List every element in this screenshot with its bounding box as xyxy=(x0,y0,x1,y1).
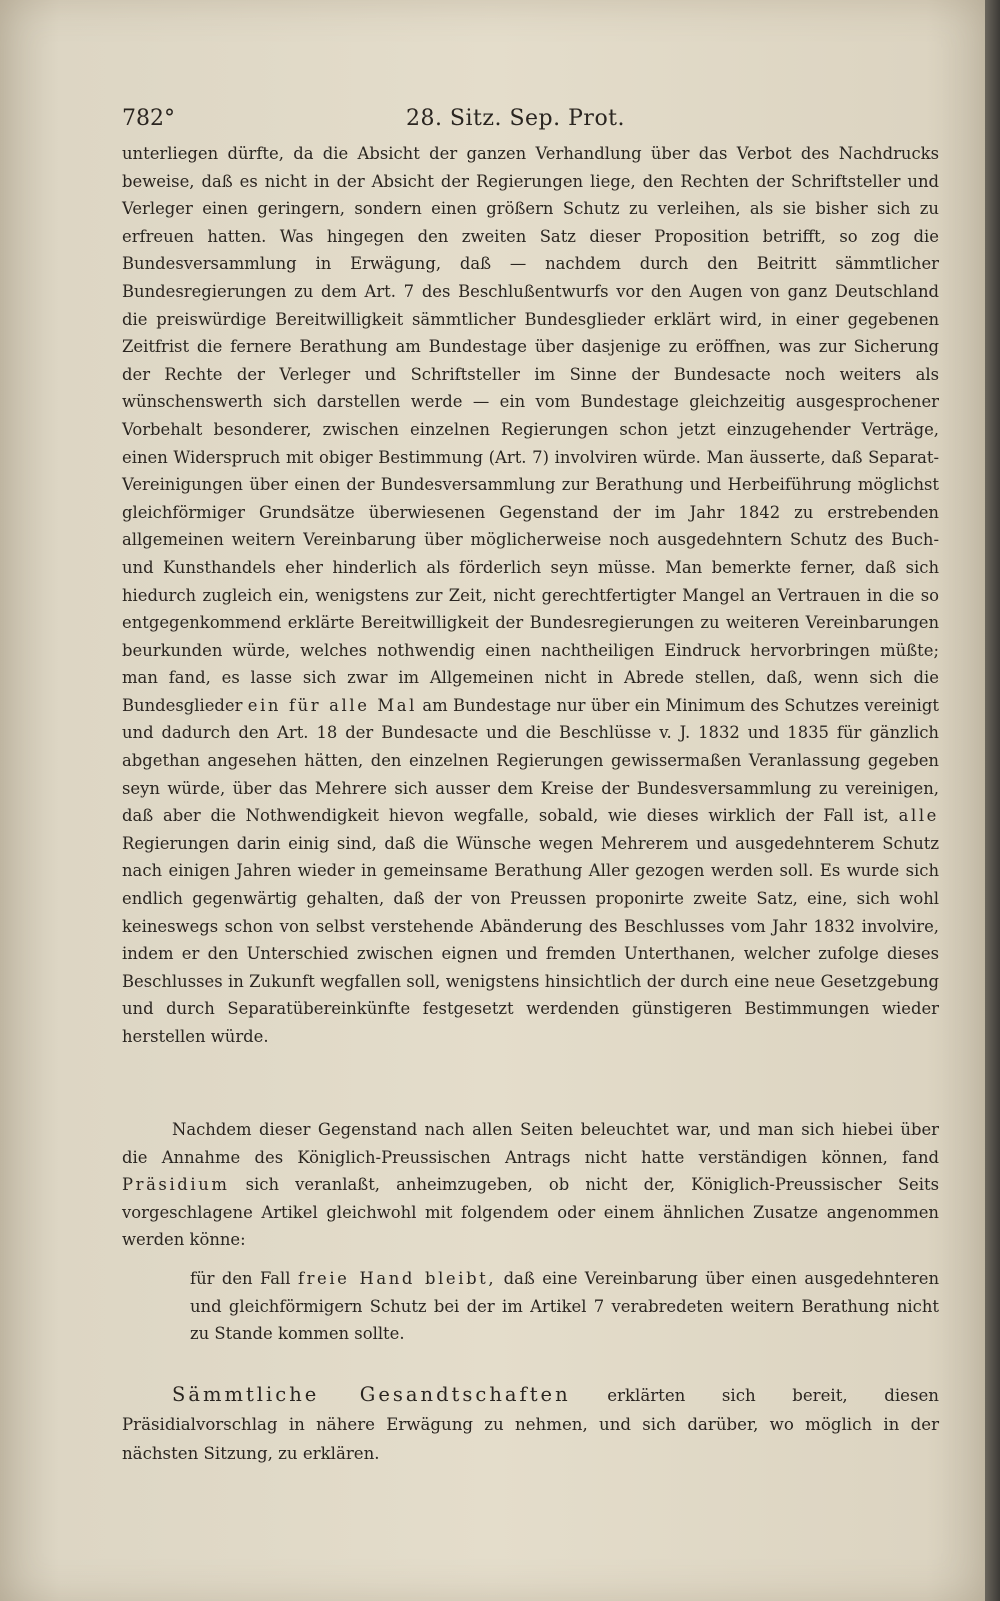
paragraph-4-body xyxy=(122,1380,939,1468)
emphasis-freie-hand: freie Hand bleibt, xyxy=(297,1269,497,1288)
emphasis-praesidium: Präsidium xyxy=(122,1175,230,1195)
paragraph-4-text: erklärten sich bereit, diesen Präsidialvorschlag in nähere Erwägung zu nehmen, und sich darüber, wo möglich in der nächsten Sitzung, zu erklären. xyxy=(122,1386,939,1463)
running-head: 28. Sitz. Sep. Prot. xyxy=(405,106,626,131)
paragraph-2 xyxy=(122,1116,939,1254)
paragraph-1-text-3: Regierungen darin einig sind, daß die Wünsche wegen Mehrerem und ausgedehnterem Schutz nach einigen Jahren wieder in gemeinsame Berathung Aller gezogen werden soll. Es wurde sich endlich gegenwärtig gehalten, daß der von Preussen proponirte zweite Satz, eine, sich wohl keineswegs schon von selbst verstehende Abänderung des Beschlusses vom Jahr 1832 involvire, indem er den Unterschied zwischen eignen und fremden Unterthanen, welcher zufolge dieses Beschlusses in Zukunft wegfallen soll, wenigstens hinsichtlich der durch eine neue Gesetzgebung und durch Separatübereinkünfte festgesetzt werdenden günstigeren Bestimmungen wieder herstellen würde. xyxy=(122,833,939,1046)
book-edge xyxy=(985,0,1000,1601)
emphasis-gesandtschaften: Sämmtliche Gesandtschaften xyxy=(172,1383,571,1406)
paragraph-1-text: unterliegen dürfte, da die Absicht der ganzen Verhandlung über das Verbot des Nachdrucks beweise, daß es nicht in der Absicht der Regierungen liege, den Rechten der Schriftsteller und Verleger einen geringern, sondern einen größern Schutz zu verleihen, als sie bisher sich zu erfreuen hatten. Was hingegen den zweiten Satz dieser Proposition betrifft, so zog die Bundesversammlung in Erwägung, daß — nachdem durch den Beitritt sämmtlicher Bundesregierungen zu dem Art. 7 des Beschlußentwurfs vor den Augen von ganz Deutschland die preiswürdige Bereitwilligkeit sämmtlicher Bundesglieder erklärt wird, in einer gegebenen Zeitfrist die fernere Berathung am Bundestage über dasjenige zu eröffnen, was zur Sicherung der Rechte der Verleger und Schriftsteller im Sinne der Bundesacte noch weiters als wünschenswerth sich darstellen werde — ein vom Bundestage gleichzeitig ausgesprochener Vorbehalt besonderer, zwischen einzelnen Regierungen schon jetzt einzugehender Verträge, einen Widerspruch mit obiger Bestimmung (Art. 7) involviren würde. Man äusserte, daß Separat-Vereinigungen über einen der Bundesversammlung zur Berathung und Herbeiführung möglichst gleichförmiger Grundsätze überwiesenen Gegenstand der im Jahr 1842 zu erstrebenden allgemeinen weitern Vereinbarung über möglicherweise noch ausgedehntern Schutz des Buch- und Kunsthandels eher hinderlich als förderlich seyn müsse. Man bemerkte ferner, daß sich hiedurch zugleich ein, wenigstens zur Zeit, nicht gerechtfertigter Mangel an Vertrauen in die so entgegenkommend erklärte Bereitwilligkeit der Bundesregierungen zu weiteren Vereinbarungen beurkunden würde, welches nothwendig einen nachtheiligen Eindruck hervorbringen müßte; man fand, es lasse sich zwar im Allgemeinen nicht in Abrede stellen, daß, wenn sich die Bundesglieder xyxy=(122,144,939,715)
paragraph-1-body xyxy=(122,140,939,1051)
emphasis-spaced-2: alle xyxy=(898,806,939,826)
paragraph-3-text: für den Fall xyxy=(190,1269,291,1288)
emphasis-spaced: ein für alle Mal xyxy=(247,695,418,715)
paragraph-3-body xyxy=(190,1265,939,1348)
paragraph-2-body xyxy=(122,1116,939,1254)
paragraph-2-text: Nachdem dieser Gegenstand nach allen Seiten beleuchtet war, und man sich hiebei über die Annahme des Königlich-Preussischen Antrags nicht hatte verständigen können, fand xyxy=(122,1120,939,1167)
paragraph-3-text-2: daß eine Vereinbarung über einen ausgedehnteren und gleichförmigern Schutz bei der im Artikel 7 verabredeten weitern Berathung nicht zu Stande kommen sollte. xyxy=(190,1269,940,1344)
paragraph-1-text-2: am Bundestage nur über ein Minimum des Schutzes vereinigt und dadurch den Art. 18 der Bundesacte und die Beschlüsse v. J. 1832 und 1835 für gänzlich abgethan angesehen hätten, den einzelnen Regierungen gewissermaßen Veranlassung gegeben seyn würde, über das Mehrere sich ausser dem Kreise der Bundesversammlung zu vereinigen, daß aber die Nothwendigkeit hievon wegfalle, sobald, wie dieses wirklich der Fall ist, xyxy=(122,695,939,826)
page-header xyxy=(122,103,909,135)
paragraph-1 xyxy=(122,140,939,1051)
paragraph-4 xyxy=(122,1380,939,1468)
paragraph-3-quote xyxy=(122,1265,939,1348)
page-number: 782° xyxy=(122,106,175,131)
paragraph-2-text-2: sich veranlaßt, anheimzugeben, ob nicht der, Königlich-Preussischer Seits vorgeschlagene Artikel gleichwohl mit folgendem oder einem ähnlichen Zusatze angenommen werden könne: xyxy=(122,1175,939,1250)
